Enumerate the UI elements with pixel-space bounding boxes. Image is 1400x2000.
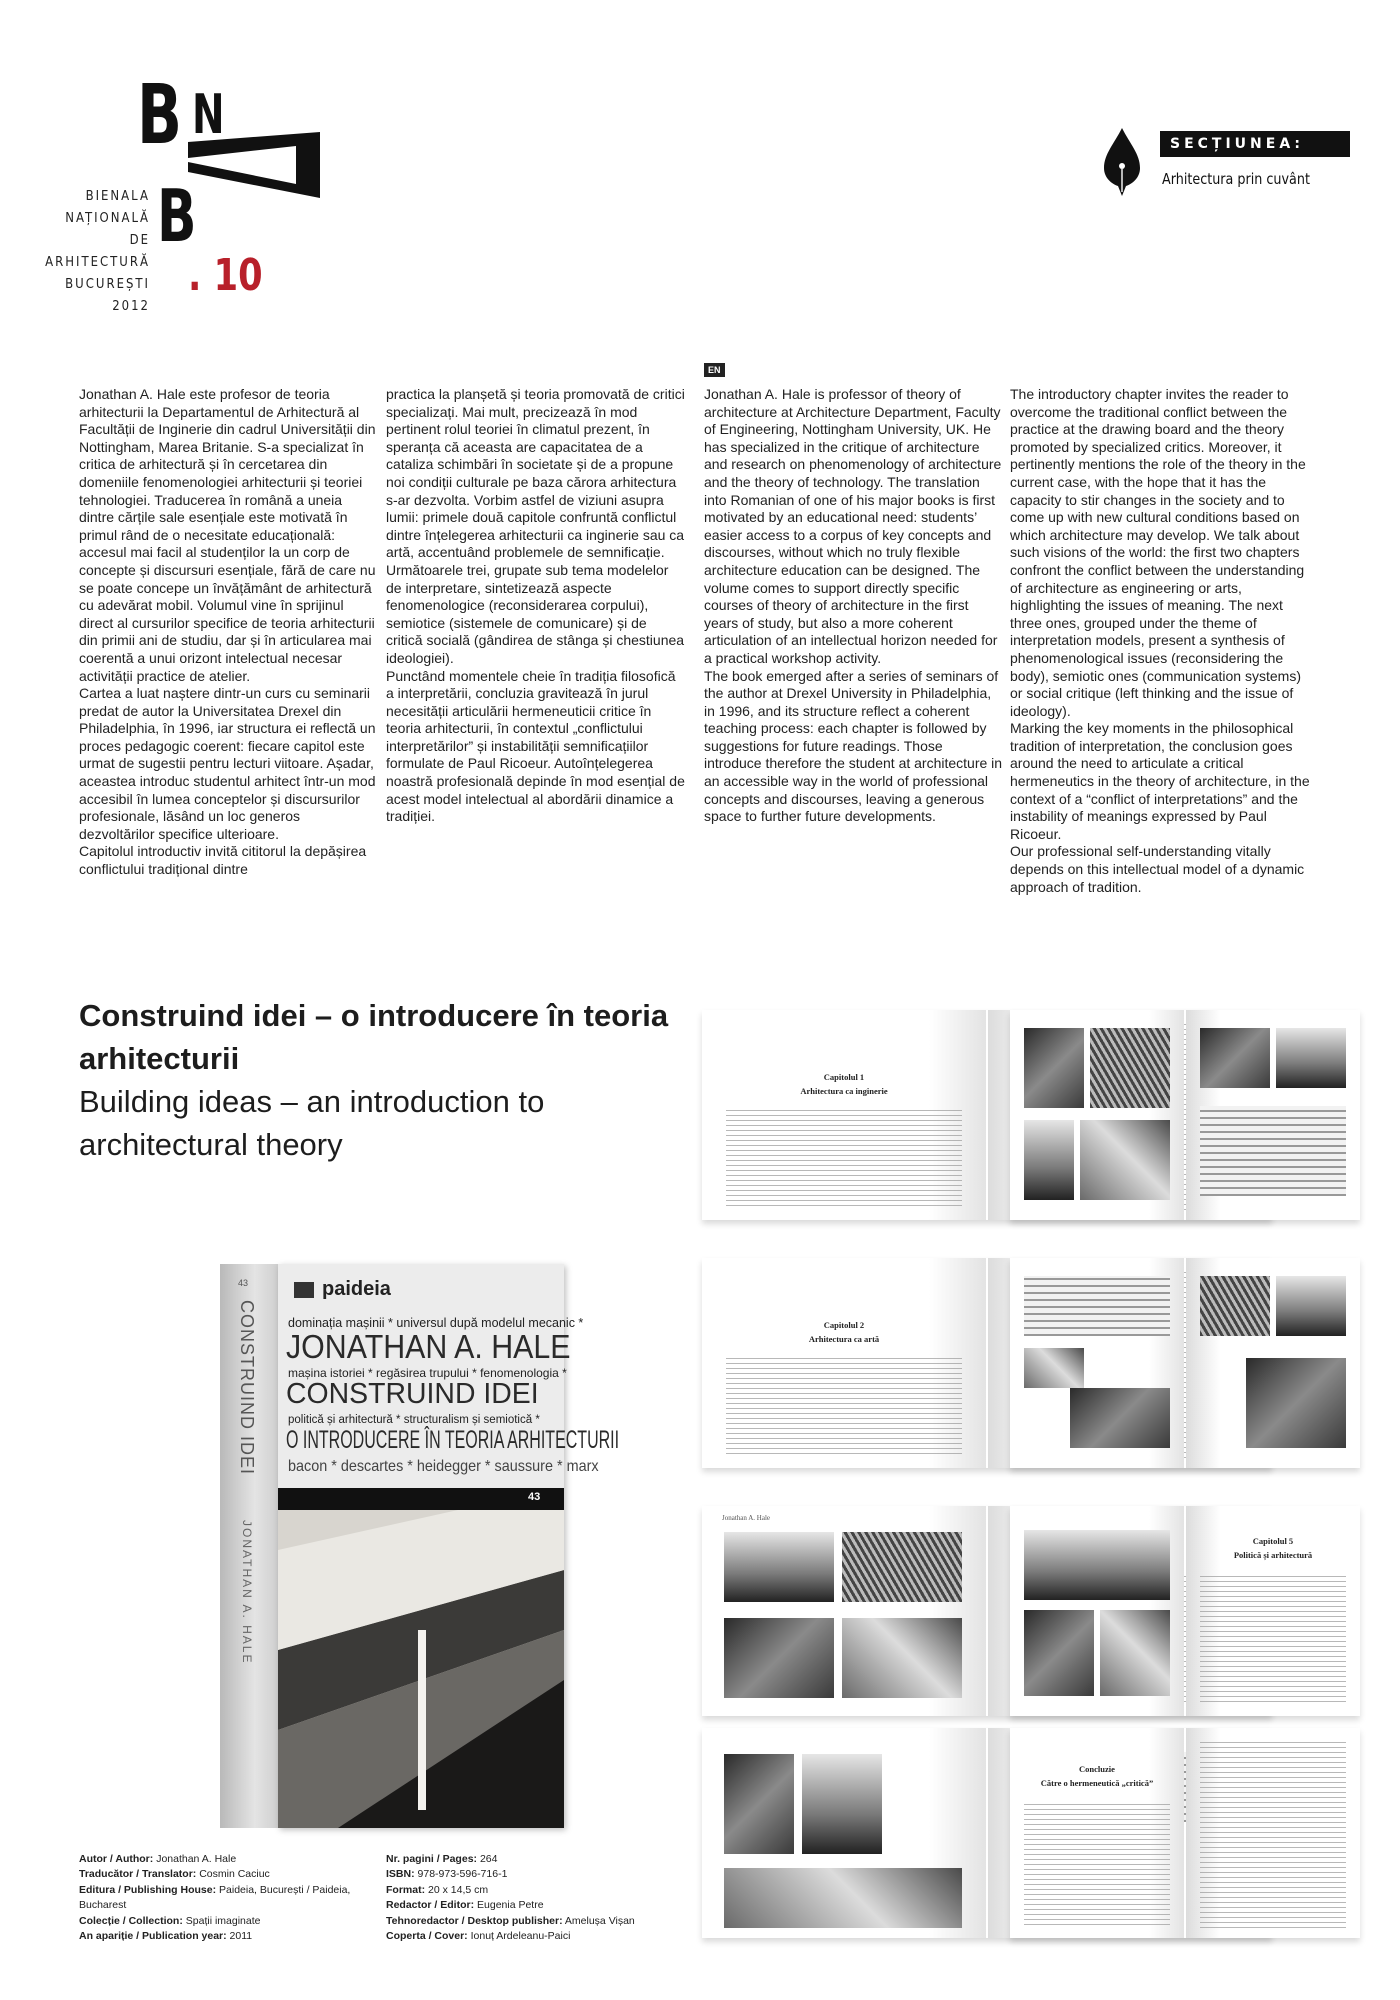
logo-line-5: BUCUREȘTI <box>65 277 150 292</box>
photo <box>842 1532 962 1602</box>
photo <box>724 1754 794 1854</box>
chapter-number: Capitolul 5 <box>1252 1536 1294 1546</box>
photo <box>1090 1028 1170 1108</box>
chapter-number: Capitolul 1 <box>823 1072 865 1082</box>
photo <box>1246 1358 1346 1448</box>
book-title-romanian: Construind idei – o introducere în teoria arhitecturii <box>79 998 669 1076</box>
logo-line-6: 2012 <box>112 299 150 314</box>
photo <box>1080 1120 1170 1200</box>
cover-tagline-3: politică și arhitectură * structuralism și semiotică * <box>288 1414 540 1426</box>
paragraph: Cartea a luat naștere dintr-un curs cu seminarii predat de autor la Universitatea Drexel din Philadelphia, în 1996, iar structura ei reflectă un proces pedagogic coerent: fiecare capitol este urmat de sugestii pentru lecturi viitoare. Așadar, aceastea introduc studentul arhitect într-un mod accesibil în lumea conceptelor și discursurilor profesionale, lăsând un loc generos dezvoltărilor specifice ulterioare. <box>79 685 376 842</box>
photo <box>1070 1388 1170 1448</box>
column-en-2 <box>1010 386 1310 896</box>
photo <box>1024 1610 1094 1696</box>
logo-line-3: DE <box>129 233 150 248</box>
meta-row: ISBN: 978-973-596-716-1 <box>386 1868 508 1881</box>
text-block <box>1200 1576 1346 1706</box>
spread-page-left <box>1010 1258 1184 1468</box>
spread-page-left <box>702 1506 986 1716</box>
publisher-logo-icon <box>294 1282 314 1298</box>
photo <box>724 1868 962 1928</box>
spine-title: CONSTRUIND IDEI <box>237 1300 257 1476</box>
cover-subtitle: O INTRODUCERE ÎN TEORIA ARHITECTURII <box>286 1426 620 1454</box>
cover-series-number: 43 <box>528 1491 541 1503</box>
paragraph: The book emerged after a series of seminars of the author at Drexel University in Philadelphia, in 1996, and its structure reflect a coherent teaching process: each chapter is followed by suggestions for future readings. Those introduce therefore the student at architecture in an accessible way in the world of professional concepts and discourses, leaving a generous space to further future developments. <box>704 667 1003 825</box>
spread-page-left <box>1010 1506 1184 1716</box>
logo-letter-b: B <box>137 68 183 163</box>
logo-line-1: BIENALA <box>85 189 150 204</box>
spread-page-left <box>702 1010 986 1220</box>
photo <box>1100 1610 1170 1696</box>
cover-photo <box>278 1510 564 1828</box>
meta-row: Autor / Author: Jonathan A. Hale <box>79 1853 237 1865</box>
column-en-1 <box>704 386 1004 826</box>
paragraph: Jonathan A. Hale este profesor de teoria arhitecturii la Departamentul de Arhitectură al Facultății de Inginerie din cadrul Universității din Nottingham, Marea Britanie. S-a specializat în critica de arhitectură și în cercetarea din domeniile fenomenologiei arhitecturii și teoriei tehnologiei. Traducerea în română a uneia dintre cărțile sale esențiale este motivată în primul rând de o necesitate educațională: accesul mai facil al studenților la un corp de concepte și discursuri esențiale, fără de care nu se poate concepe un învățământ de arhitectură cu adevărat mobil. Volumul vine în sprijinul direct al cursurilor specifice de teoria arhitecturii din primii ani de studiu, dar și în articularea mai coerentă a unui orizont intelectual necesar activității practice de atelier. <box>79 386 376 684</box>
cover-title: CONSTRUIND IDEI <box>286 1378 539 1410</box>
paragraph: practica la planșetă și teoria promovată de critici specializați. Mai mult, precizează în mod pertinent rolul teoriei în climatul prezent, în speranța că aceasta are capacitatea de a cataliza schimbări în societate și de a propune noi condiții culturale pe baza cărora arhitectura s-ar dezvolta. Vorbim astfel de viziuni asupra lumii: primele două capitole confruntă conflictul dintre înțelegerea arhitecturii ca inginerie sau ca artă, accentuând problemele de semnificație. Următoarele trei, grupate sub tema modelelor de interpretare, sintetizează aspecte fenomenologice (reconsiderarea corpului), semiotice (sistemele de comunicare) și de critică socială (gândirea de stânga și chestiunea ideologiei). <box>386 386 685 666</box>
chapter-title: Către o hermeneutică „critică” <box>1040 1778 1154 1788</box>
photo <box>1276 1276 1346 1336</box>
text-block <box>1024 1804 1170 1928</box>
logo-letter-a <box>188 132 320 200</box>
photo <box>724 1532 834 1602</box>
page-spread <box>1010 1010 1360 1220</box>
spread-page-left <box>702 1728 986 1938</box>
spread-page-right <box>1186 1506 1360 1716</box>
section-name: Arhitectura prin cuvânt <box>1162 170 1310 188</box>
book-front-cover <box>278 1264 620 1828</box>
text-block <box>1200 1742 1346 1932</box>
paragraph: Punctând momentele cheie în tradiția filosofică a interpretării, concluzia gravitează în jurul necesității articulării hermeneuticii critice în teoria arhitecturii, în contextul „conflictului interpretărilor” și instabilității semnificațiilor formulate de Paul Ricoeur. Autoînțelegerea noastră profesională depinde în mod esențial de acest model intelectual al abordării dinamice a tradiției. <box>386 667 685 825</box>
paragraph: Jonathan A. Hale is professor of theory of architecture at Architecture Department, Faculty of Engineering, Nottingham University, UK. He has specialized in the critique of architecture and research on phenomenology of architecture and the theory of technology. The translation into Romanian of one of his major books is first motivated by an educational need: students’ easier access to a corpus of key concepts and discourses, without which no truly flexible architecture education can be designed. The volume comes to support directly specific courses of theory of architecture in the first years of study, but also a more coherent articulation of an intellectual horizon needed for a practical workshop activity. <box>704 386 1002 666</box>
cover-tagline-1: dominația mașinii * universul după modelul mecanic * <box>288 1316 584 1330</box>
meta-row: Coperta / Cover: Ionuț Ardeleanu-Paici <box>386 1930 571 1943</box>
photo <box>802 1754 882 1854</box>
edition-number: . 10 <box>188 250 263 301</box>
spread-page-right <box>1186 1258 1360 1468</box>
spread-page-right <box>1186 1728 1360 1938</box>
logo-letter-b-lower: B <box>157 174 197 258</box>
meta-row: Traducător / Translator: Cosmin Caciuc <box>79 1868 270 1881</box>
paragraph: Our professional self-understanding vitally depends on this intellectual model of a dynamic approach of tradition. <box>1010 843 1305 895</box>
chapter-title: Arhitectura ca artă <box>808 1334 880 1344</box>
spread-page-left <box>1010 1728 1184 1938</box>
photo <box>1024 1276 1170 1336</box>
paragraph: The introductory chapter invites the reader to overcome the traditional conflict between the practice at the drawing board and the theory promoted by specialized critics. Moreover, it pertinently mentions the role of the theory in the current case, with the hope that it has the capacity to stir changes in the society and to come up with new cultural conditions based on which architecture may develop. We talk about such visions of the world: the first two chapters confront the conflict between the understanding of architecture as engineering or arts, highlighting the issues of meaning. The next three ones, grouped under the theme of interpretation models, present a synthesis of phenomenological issues (reconsidering the body), semiotic ones (communication systems) or social critique (left thinking and the issue of ideology). <box>1010 386 1306 719</box>
spine-number: 43 <box>238 1278 249 1288</box>
meta-row: An apariție / Publication year: 2011 <box>79 1930 253 1943</box>
photo <box>1024 1530 1170 1600</box>
meta-row: Redactor / Editor: Eugenia Petre <box>386 1899 544 1912</box>
spread-page-left <box>702 1258 986 1468</box>
cover-series-band <box>278 1488 564 1510</box>
text-block <box>726 1110 962 1210</box>
logo-line-2: NAȚIONALĂ <box>65 211 150 226</box>
photo <box>1200 1276 1270 1336</box>
spread-page-left <box>1010 1010 1184 1220</box>
spread-page-right <box>1186 1010 1360 1220</box>
photo <box>724 1618 834 1698</box>
paragraph: Marking the key moments in the philosophical tradition of interpretation, the conclusion goes around the need to articulate a critical hermeneutics in the theory of architecture, in the context of a “conflict of interpretations” and the instability of meanings expressed by Paul Ricoeur. <box>1010 720 1310 842</box>
paragraph: Capitolul introductiv invită cititorul la depășirea conflictului tradițional dintre <box>79 843 367 878</box>
page-header: Jonathan A. Hale <box>722 1514 771 1522</box>
photo <box>842 1618 962 1698</box>
cover-author: JONATHAN A. HALE <box>286 1328 571 1365</box>
meta-row: Tehnoredactor / Desktop publisher: Amelușa Vișan <box>386 1914 635 1927</box>
photo <box>1200 1106 1346 1196</box>
metadata-right <box>386 1852 686 1944</box>
photo <box>1200 1028 1270 1088</box>
chapter-number: Concluzie <box>1079 1764 1115 1774</box>
spine-author: JONATHAN A. HALE <box>240 1520 254 1665</box>
page-spread <box>1010 1506 1360 1716</box>
photo <box>1024 1348 1084 1388</box>
cover-names: bacon * descartes * heidegger * saussure * marx <box>288 1458 599 1475</box>
meta-row: Editura / Publishing House: Paideia, București / Paideia, Bucharest <box>79 1883 351 1912</box>
photo <box>1024 1028 1084 1108</box>
publisher-name: paideia <box>322 1278 391 1300</box>
photo <box>1276 1028 1346 1088</box>
english-language-badge: EN <box>704 363 725 377</box>
chapter-title: Arhitectura ca inginerie <box>800 1086 888 1096</box>
fountain-pen-nib-icon <box>1100 126 1144 198</box>
cover-tagline-2: mașina istoriei * regăsirea trupului * fenomenologia * <box>288 1366 567 1380</box>
metadata-left <box>79 1852 359 1944</box>
chapter-title: Politică și arhitectură <box>1233 1550 1313 1560</box>
book-title-english: Building ideas – an introduction to architectural theory <box>79 1084 545 1162</box>
chapter-number: Capitolul 2 <box>823 1320 865 1330</box>
meta-row: Colecție / Collection: Spații imaginate <box>79 1914 261 1927</box>
page-spread <box>1010 1258 1360 1468</box>
logo-line-4: ARHITECTURĂ <box>45 255 150 270</box>
meta-row: Format: 20 x 14,5 cm <box>386 1883 489 1896</box>
section-label: SECȚIUNEA: <box>1160 131 1350 157</box>
logo-letter-n: N <box>192 83 225 146</box>
text-block <box>726 1358 962 1458</box>
page-spread <box>1010 1728 1360 1938</box>
photo <box>1024 1120 1074 1200</box>
column-ro-2 <box>386 386 686 826</box>
column-ro-1 <box>79 386 379 879</box>
meta-row: Nr. pagini / Pages: 264 <box>386 1853 498 1865</box>
